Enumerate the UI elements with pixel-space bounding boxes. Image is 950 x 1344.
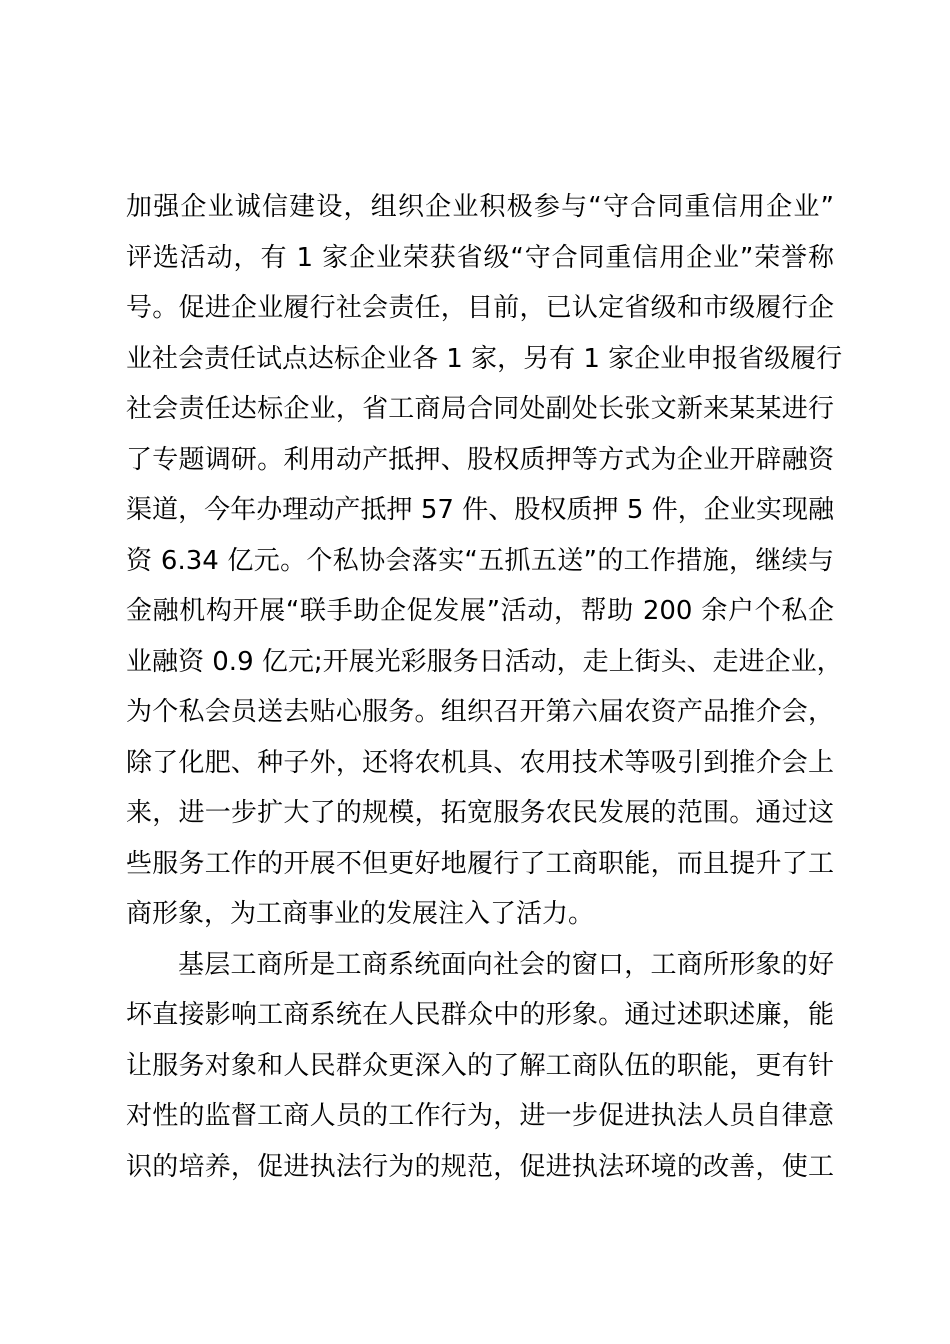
text-line: 来，进一步扩大了的规模，拓宽服务农民发展的范围。通过这	[126, 798, 834, 828]
text-line: 业社会责任试点达标企业各 1 家，另有 1 家企业申报省级履行	[126, 343, 843, 374]
paragraph-2	[126, 940, 834, 1193]
paragraph-1	[126, 182, 843, 940]
text-line: 对性的监督工商人员的工作行为，进一步促进执法人员自律意	[126, 1101, 834, 1131]
text-line: 评选活动，有 1 家企业荣获省级“守合同重信用企业”荣誉称	[126, 242, 834, 273]
text-line: 加强企业诚信建设，组织企业积极参与“守合同重信用企业”	[126, 192, 834, 222]
text-line: 渠道，今年办理动产抵押 57 件、股权质押 5 件，企业实现融	[126, 495, 834, 525]
document-body	[126, 182, 843, 1192]
text-line: 了专题调研。利用动产抵押、股权质押等方式为企业开辟融资	[126, 444, 834, 475]
text-line: 基层工商所是工商系统面向社会的窗口，工商所形象的好	[178, 949, 834, 980]
text-line: 让服务对象和人民群众更深入的了解工商队伍的职能，更有针	[126, 1050, 834, 1081]
text-line: 识的培养，促进执法行为的规范，促进执法环境的改善，使工	[126, 1151, 834, 1182]
text-line: 号。促进企业履行社会责任，目前，已认定省级和市级履行企	[126, 293, 834, 323]
text-line: 社会责任达标企业，省工商局合同处副处长张文新来某某进行	[126, 394, 834, 424]
text-line: 金融机构开展“联手助企促发展”活动，帮助 200 余户个私企	[126, 596, 834, 626]
text-line: 除了化肥、种子外，还将农机具、农用技术等吸引到推介会上	[126, 747, 834, 778]
text-line: 坏直接影响工商系统在人民群众中的形象。通过述职述廉，能	[126, 1000, 834, 1030]
text-line: 商形象，为工商事业的发展注入了活力。	[126, 899, 595, 929]
text-line: 为个私会员送去贴心服务。组织召开第六届农资产品推介会，	[126, 697, 834, 727]
text-line: 业融资 0.9 亿元;开展光彩服务日活动，走上街头、走进企业，	[126, 646, 843, 677]
text-line: 些服务工作的开展不但更好地履行了工商职能，而且提升了工	[126, 848, 834, 879]
text-line: 资 6.34 亿元。个私协会落实“五抓五送”的工作措施，继续与	[126, 545, 834, 576]
